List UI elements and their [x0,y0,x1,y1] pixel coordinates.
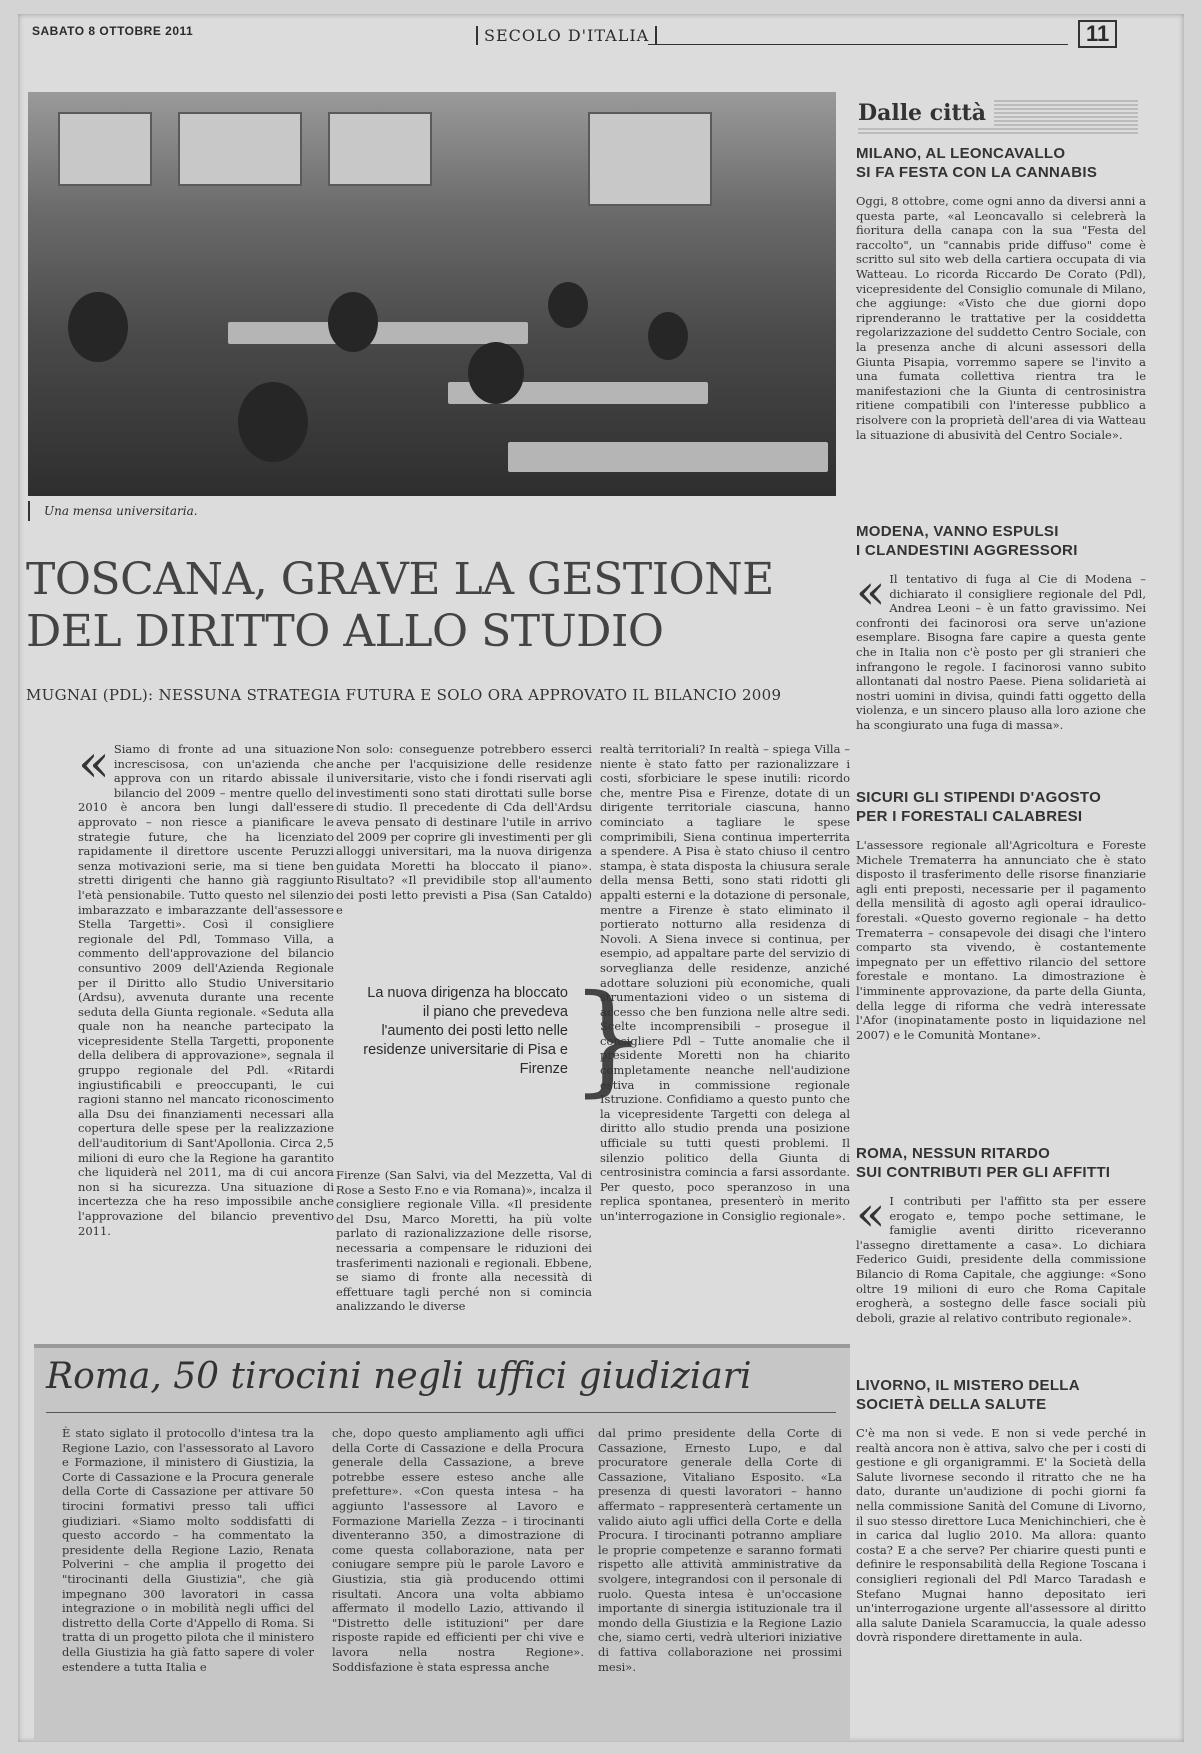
sidebar-heading-roma [856,1144,1146,1182]
article-text: Non solo: conseguenze potrebbero esserci anche per l'acquisizione delle residenze universitarie, visto che i fondi riservati agli investimenti sono stati dirottati sulle borse di studio. Il precedente di Cda dell'Ardsu aveva pensato di destinare l'utile in arrivo del 2009 per coprire gli investimenti per gli alloggi universitari, ma la nuova dirigenza guidata Moretti ha bloccato il piano». Risultato? «Il previdibile stop all'aumento dei posti letto previsti a Pisa (San Cataldo) e [336,742,592,917]
article-headline [26,554,846,658]
drop-quote: « [856,1194,886,1242]
newspaper-name: SECOLO D'ITALIA [476,26,657,45]
heading-line: SUI CONTRIBUTI PER GLI AFFITTI [856,1164,1111,1181]
sidebar-article-roma [856,1194,1146,1368]
heading-line: PER I FORESTALI CALABRESI [856,808,1083,825]
photo-person [238,382,308,462]
photo-window [328,112,432,186]
sidebar-text: Oggi, 8 ottobre, come ogni anno da diversi anni a questa parte, «al Leoncavallo si celebrerà la fioritura della canapa con la sua "Festa del raccolto", un "cannabis pride diffuso" come è scritto sul sito web della cartiera occupata di via Watteau. Lo ricorda Riccardo De Corato (Pdl), vicepresidente del Consiglio comunale di Milano, che aggiunge: «Visto che due giorni dopo riprenderanno le trattative per la cosiddetta regolarizzazione del suddetto Centro Sociale, con la presenza anche di alcuni assessori della Giunta Pisapia, vorremmo sapere se l'invito a una fumata collettiva rientra tra le manifestazioni che la Giunta di centrosinistra ritiene compatibili con l'interesse pubblico a risolvere con la proprietà dell'area di via Watteau la situazione di abusività del Centro Sociale». [856,194,1146,442]
photo-person [548,282,588,328]
pull-quote: La nuova dirigenza ha bloccato il piano che prevedeva l'aumento dei posti letto nelle residenze universitarie di Pisa e Firenze [363,985,568,1077]
sidebar-heading-modena [856,522,1146,560]
box-column-2 [332,1426,584,1726]
sidebar-text: L'assessore regionale all'Agricoltura e Foreste Michele Trematerra ha annunciato che è stato disposto il trasferimento delle risorse finanziarie agli enti preposti, necessarie per il pagamento della mensilità di agosto agli operai idraulico-forestali. «Questo governo regionale – ha detto Trematerra – consapevole dei disagi che l'intero comparto sta vivendo, è costantemente impegnato per un effettivo rilancio del settore forestale e montano. La dimostrazione è l'imminente approvazione, da parte della Giunta, della legge di riforma che vedrà interessate l'Afor (inopinatamente posto in liquidazione nel 2007) e le Comunità Montane». [856,838,1146,1042]
sidebar-article-milano [856,194,1146,516]
photo-person [648,312,688,360]
headline-line-2: DEL DIRITTO ALLO STUDIO [26,606,664,657]
photo-person [328,292,378,352]
sidebar-heading-livorno [856,1376,1146,1414]
article-text: realtà territoriali? In realtà – spiega Villa – niente è stato fatto per razionalizzare i costi, sforbiciare le spese inutili: ricordo che, mentre Pisa e Firenze, dotate di un dirigente territoriale ciascuna, hanno cominciato a tagliare le spese comprimibili, Siena continua imperterrita a spendere. A Pisa è stato chiuso il centro stampa, è stata disposta la chiusura serale della mensa Betti, sono stati ridotti gli appalti esterni e la dotazione di personale, mentre a Firenze è stato eliminato il portierato notturno alla residenza di Novoli. A Siena invece si continua, per esempio, ad appaltare parte del servizio di sorveglianza delle residenze, anziché adottare soluzioni più economiche, quali strumentazioni video o un sistema di accesso che ben funziona nelle altre sedi. Scelte incomprensibili – prosegue il consigliere Pdl – Tutte anomalie che il presidente Moretti non ha chiarito completamente neanche nell'audizione estiva in commissione regionale Istruzione. Confidiamo a questo punto che la vicepresidente Targetti con delega al diritto allo studio prenda una posizione ufficiale su tutti questi problemi. Il silenzio politico della Giunta di centrosinistra comincia a farsi assordante. Per questo, poco speranzoso in una replica spontanea, presenterò in merito un'interrogazione in Consiglio regionale». [600,742,850,1223]
box-headline: Roma, 50 tirocini negli uffici giudiziari [46,1356,752,1397]
photo-table [508,442,828,472]
heading-line: SI FA FESTA CON LA CANNABIS [856,164,1098,181]
heading-line: ROMA, NESSUN RITARDO [856,1145,1051,1162]
sidebar-article-forestali [856,838,1146,1138]
photo-caption: Una mensa universitaria. [28,501,198,521]
box-rule [46,1412,836,1413]
issue-date: SABATO 8 OTTOBRE 2011 [32,24,194,38]
box-column-3 [598,1426,842,1726]
sidebar-article-livorno [856,1426,1146,1732]
box-text: dal primo presidente della Corte di Cassazione, Ernesto Lupo, e dal procuratore generale della Corte di Cassazione, Vitaliano Esposito. «La presenza di questi lavoratori – hanno affermato – rappresenterà certamente un valido aiuto agli uffici della Corte e della Procura. I tirocinanti potranno ampliare le proprie competenze e saranno formati rispetto alle attività amministrative da svolgere, integrandosi con il personale di ruolo. Questa intesa è un'occasione importante di sinergia istituzionale tra il mondo della Giustizia e la Regione Lazio che, siamo certi, vedrà ulteriori iniziative di fattiva collaborazione nei prossimi mesi». [598,1426,842,1674]
heading-line: SICURI GLI STIPENDI D'AGOSTO [856,789,1102,806]
box-text: È stato siglato il protocollo d'intesa tra la Regione Lazio, con l'assessorato al Lavoro e Formazione, il ministero di Giustizia, la Corte di Cassazione e la Procura generale della Corte di Cassazione per attivare 50 tirocini formativi presso tali uffici giudiziari. «Siamo molto soddisfatti di questo accordo – ha commentato la presidente della Regione Lazio, Renata Polverini – che amplia il progetto dei "tirocinanti della Giustizia", che già impegnano 300 lavoratori in cassa integrazione o in mobilità negli uffici del distretto della Corte d'Appello di Roma. Si tratta di un progetto pilota che il ministero della Giustizia ha già fatto sapere di voler estendere a tutta Italia e [62,1426,314,1674]
box-text: che, dopo questo ampliamento agli uffici della Corte di Cassazione e della Procura generale della Cassazione, a breve potrebbe essere esteso anche alle prefetture». «Con questa intesa – ha aggiunto l'assessore al Lavoro e Formazione Mariella Zezza – i tirocinanti diventeranno 350, a dimostrazione di come questa collaborazione, nata per coniugare sempre più le parole Lavoro e Giustizia, stia già producendo ottimi risultati. Ancora una volta abbiamo affermato il modello Lazio, attivando il "Distretto delle istituzioni" per dare risposte rapide ed efficienti per chi vive e lavora nella nostra Regione». Soddisfazione è stata espressa anche [332,1426,584,1674]
sidebar-title [858,100,1138,136]
drop-quote: « [856,572,886,620]
photo-window [58,112,152,186]
article-column-3 [600,742,850,1322]
sidebar-title-text: Dalle città [858,100,994,126]
photo-table [228,322,528,344]
photo-person [68,292,128,362]
photo-window [178,112,302,186]
article-column-1 [78,742,334,1322]
sidebar-text: C'è ma non si vede. E non si vede perché in realtà ancora non è attiva, salvo che per i costi di gestione e gli organigrammi. E' la Società della Salute livornese secondo il ritratto che ne ha dato, durante un'audizione di pochi giorni fa nella commissione Sanità del Comune di Livorno, il suo stesso direttore Luca Menichinchieri, che è in carica dal luglio 2010. Ma allora: quanto costa? E a che serve? Per chiarire questi punti e definire le responsabilità della Regione Toscana i consiglieri regionali del Pdl Marco Taradash e Stefano Mugnai hanno depositato ieri un'interrogazione urgente all'assessore al diritto alla salute Daniela Scaramuccia, la quale adesso dovrà rispondere direttamente in aula. [856,1426,1146,1645]
sidebar-text: Il tentativo di fuga al Cie di Modena – dichiarato il consigliere regionale del Pdl, Andrea Leoni – è un fatto gravissimo. Nei confronti dei facinorosi ora serve un'azione esemplare. Bisogna fare capire a questa gente che in Italia non c'è posto per gli stranieri che infrangono le regole. I facinorosi vanno subito allontanati dal nostro Paese. Piena solidarietà ai nostri uomini in divisa, quindi fatti oggetto della violenza, e un sincero plauso alla loro azione che ha scongiurato una fuga di massa». [856,572,1146,732]
newspaper-page [18,14,1184,1742]
article-column-2-bottom [336,1168,592,1322]
sidebar-article-modena [856,572,1146,782]
article-column-2-top [336,742,592,956]
sidebar-heading-forestali [856,788,1146,826]
article-text: Siamo di fronte ad una situazione increscisosa, con un'azienda che approva con un ritardo abissale il bilancio del 2009 – mentre quello del 2010 è ancora ben lungi dall'essere approvato – non riesce a pianificare le strategie future, che ha licenziato rapidamente il direttore uscente Peruzzi senza motivazioni serie, ma si tiene ben stretti dirigenti che hanno già raggiunto l'età pensionabile. Tutto questo nel silenzio imbarazzato e imbarazzante dell'assessore Stella Targetti». Così il consigliere regionale del Pdl, Tommaso Villa, a commento dell'approvazione del bilancio consuntivo 2009 dell'Azienda Regionale per il Diritto allo Studio Universitario (Ardsu), avvenuta durante una recente seduta della Giunta regionale. «Seduta alla quale non ha neanche partecipato la vicepresidente Stella Targetti, proponente della delibera di approvazione», segnala il gruppo regionale del Pdl. «Ritardi ingiustificabili e preoccupanti, le cui ragioni stanno nel mancato riconoscimento alla Dsu dei finanziamenti necessari alla copertura delle spese per la realizzazione dell'auditorium di Sant'Apollonia. Circa 2,5 milioni di euro che la Regione ha garantito che liquiderà nel 2011, ma di cui ancora non si ha sicurezza. Una situazione di incertezza che ha reso impossibile anche l'approvazione del bilancio preventivo 2011. [78,742,334,1238]
article-text: Firenze (San Salvi, via del Mezzetta, Val di Rose a Sesto F.no e via Romana)», incalza il consigliere regionale Villa. «Il presidente del Dsu, Marco Moretti, ha più volte parlato di razionalizzazione delle risorse, necessaria a compensare le riduzioni dei trasferimenti nazionali e regionali. Ebbene, se siamo di fronte alla necessità di effettuare tagli perché non si comincia analizzando le diverse [336,1168,592,1314]
page-number: 11 [1078,20,1117,48]
box-column-1 [62,1426,314,1726]
heading-line: I CLANDESTINI AGGRESSORI [856,542,1078,559]
sidebar-text: I contributi per l'affitto sta per essere erogato e, tempo poche settimane, le famiglie aventi diritto riceveranno l'assegno direttamente a casa». Lo dichiara Federico Guidi, presidente della commissione Bilancio di Roma Capitale, che aggiunge: «Sono oltre 19 milioni di euro che Roma Capitale erogherà, a sostegno delle fasce sociali più deboli, grazie al relativo contributo regionale». [856,1194,1146,1325]
heading-line: MILANO, AL LEONCAVALLO [856,145,1066,162]
photo-person [468,342,524,404]
article-subheadline: MUGNAI (PDL): NESSUNA STRATEGIA FUTURA E SOLO ORA APPROVATO IL BILANCIO 2009 [26,686,782,704]
heading-line: LIVORNO, IL MISTERO DELLA [856,1377,1080,1394]
heading-line: MODENA, VANNO ESPULSI [856,523,1059,540]
canteen-photo [28,92,836,496]
heading-line: SOCIETÀ DELLA SALUTE [856,1396,1047,1413]
sidebar-heading-milano [856,144,1146,182]
drop-quote: « [78,742,110,794]
headline-line-1: TOSCANA, GRAVE LA GESTIONE [26,554,774,605]
photo-window [588,112,712,206]
pull-quote-brace: } [570,970,647,1109]
header-rule [648,44,1068,45]
